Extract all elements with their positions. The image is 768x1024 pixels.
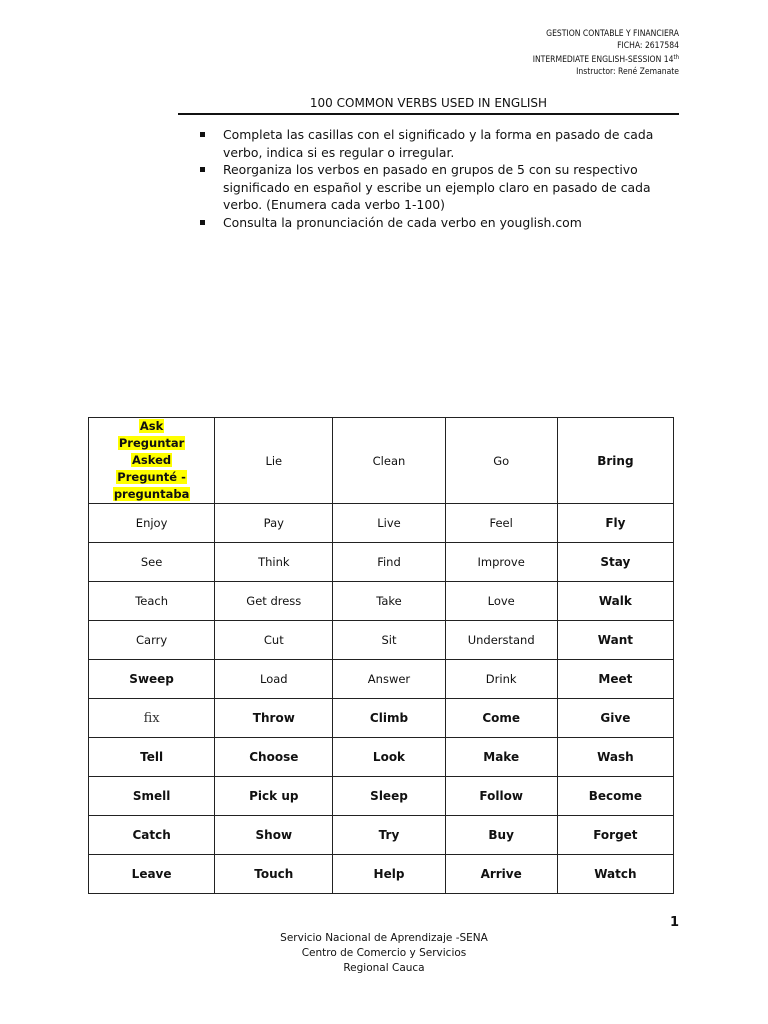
verb-cell: Give [557, 699, 673, 738]
footer-region: Regional Cauca [343, 962, 425, 974]
verb-cell: Stay [557, 543, 673, 582]
verb-cell: Walk [557, 582, 673, 621]
instruction-text: Consulta la pronunciación de cada verbo en youglish.com [223, 214, 582, 230]
table-row [89, 699, 674, 738]
verb-cell: Tell [89, 738, 215, 777]
title-divider [178, 113, 679, 115]
instruction-text: Reorganiza los verbos en pasado en grupos de 5 con su respectivo significado en español y escribe un ejemplo claro en pasado de cada verbo. (Enumera cada verbo 1-100) [223, 162, 651, 212]
instruction-item [200, 214, 670, 232]
verb-cell: Smell [89, 777, 215, 816]
instruction-item [200, 126, 670, 161]
verb-cell: Climb [333, 699, 445, 738]
verb-cell: Sit [333, 621, 445, 660]
verb-cell: Bring [557, 418, 673, 504]
verb-cell: Carry [89, 621, 215, 660]
verb-cell: Arrive [445, 855, 557, 894]
verb-cell: Come [445, 699, 557, 738]
verb-cell: Enjoy [89, 504, 215, 543]
verb-cell: Sweep [89, 660, 215, 699]
verb-cell: Leave [89, 855, 215, 894]
verb-cell: Show [215, 816, 333, 855]
verb-cell: Take [333, 582, 445, 621]
verb-cell: Love [445, 582, 557, 621]
table-row [89, 543, 674, 582]
verb-cell: See [89, 543, 215, 582]
instruction-list [200, 126, 670, 231]
table-row [89, 777, 674, 816]
verb-cell: Lie [215, 418, 333, 504]
verb-cell: Think [215, 543, 333, 582]
verb-cell: Pay [215, 504, 333, 543]
verb-cell: Cut [215, 621, 333, 660]
verb-cell: Forget [557, 816, 673, 855]
header-program: GESTION CONTABLE Y FINANCIERA [546, 29, 679, 39]
table-row [89, 582, 674, 621]
verb-cell: Look [333, 738, 445, 777]
verb-cell: Try [333, 816, 445, 855]
table-row [89, 816, 674, 855]
square-bullet-icon [200, 167, 205, 172]
highlighted-example [113, 418, 191, 503]
verb-cell: Find [333, 543, 445, 582]
highlight-line: Preguntar [118, 436, 185, 450]
header-ficha: FICHA: 2617584 [617, 40, 679, 51]
instruction-item [200, 161, 670, 214]
footer-institution: Servicio Nacional de Aprendizaje -SENA [280, 932, 488, 944]
document-footer [0, 931, 768, 976]
verb-cell: Feel [445, 504, 557, 543]
verb-cell: Sleep [333, 777, 445, 816]
square-bullet-icon [200, 132, 205, 137]
verb-cell: Load [215, 660, 333, 699]
table-row [89, 660, 674, 699]
verb-cell: Answer [333, 660, 445, 699]
verb-cell: fix [89, 699, 215, 738]
verb-cell: Follow [445, 777, 557, 816]
verb-cell: Wash [557, 738, 673, 777]
verb-cell: Get dress [215, 582, 333, 621]
footer-center: Centro de Comercio y Servicios [301, 947, 467, 959]
verb-cell: Understand [445, 621, 557, 660]
verb-cell: Want [557, 621, 673, 660]
verb-cell: Meet [557, 660, 673, 699]
verb-cell: Catch [89, 816, 215, 855]
verb-cell: Improve [445, 543, 557, 582]
verb-cell: Pick up [215, 777, 333, 816]
page-number: 1 [669, 915, 679, 930]
verb-cell: Clean [333, 418, 445, 504]
verb-cell: Watch [557, 855, 673, 894]
verb-cell: Touch [215, 855, 333, 894]
verb-cell: Choose [215, 738, 333, 777]
verb-cell-ask [89, 418, 215, 504]
header-session-text: INTERMEDIATE ENGLISH-SESSION 14 [532, 55, 674, 65]
verb-cell: Fly [557, 504, 673, 543]
table-row [89, 418, 674, 504]
table-row [89, 621, 674, 660]
page-title: 100 COMMON VERBS USED IN ENGLISH [309, 96, 548, 110]
highlight-line: preguntaba [113, 487, 190, 501]
verbs-table [88, 417, 674, 894]
verb-cell: Go [445, 418, 557, 504]
verb-cell: Throw [215, 699, 333, 738]
verb-cell: Drink [445, 660, 557, 699]
highlight-line: Pregunté - [117, 470, 186, 484]
verb-cell: Live [333, 504, 445, 543]
table-row [89, 738, 674, 777]
highlight-line: Asked [132, 453, 172, 467]
table-row [89, 504, 674, 543]
verb-cell: Help [333, 855, 445, 894]
square-bullet-icon [200, 220, 205, 225]
header-session-suffix: th [673, 54, 679, 61]
verb-cell: Teach [89, 582, 215, 621]
verb-cell: Make [445, 738, 557, 777]
verb-cell: Buy [445, 816, 557, 855]
highlight-line: Ask [139, 419, 164, 433]
document-header [533, 29, 679, 78]
table-row [89, 855, 674, 894]
instruction-text: Completa las casillas con el significado y la forma en pasado de cada verbo, indica si es regular o irregular. [223, 127, 654, 160]
header-instructor: Instructor: René Zemanate [576, 66, 679, 77]
verb-cell: Become [557, 777, 673, 816]
header-session [533, 52, 679, 67]
